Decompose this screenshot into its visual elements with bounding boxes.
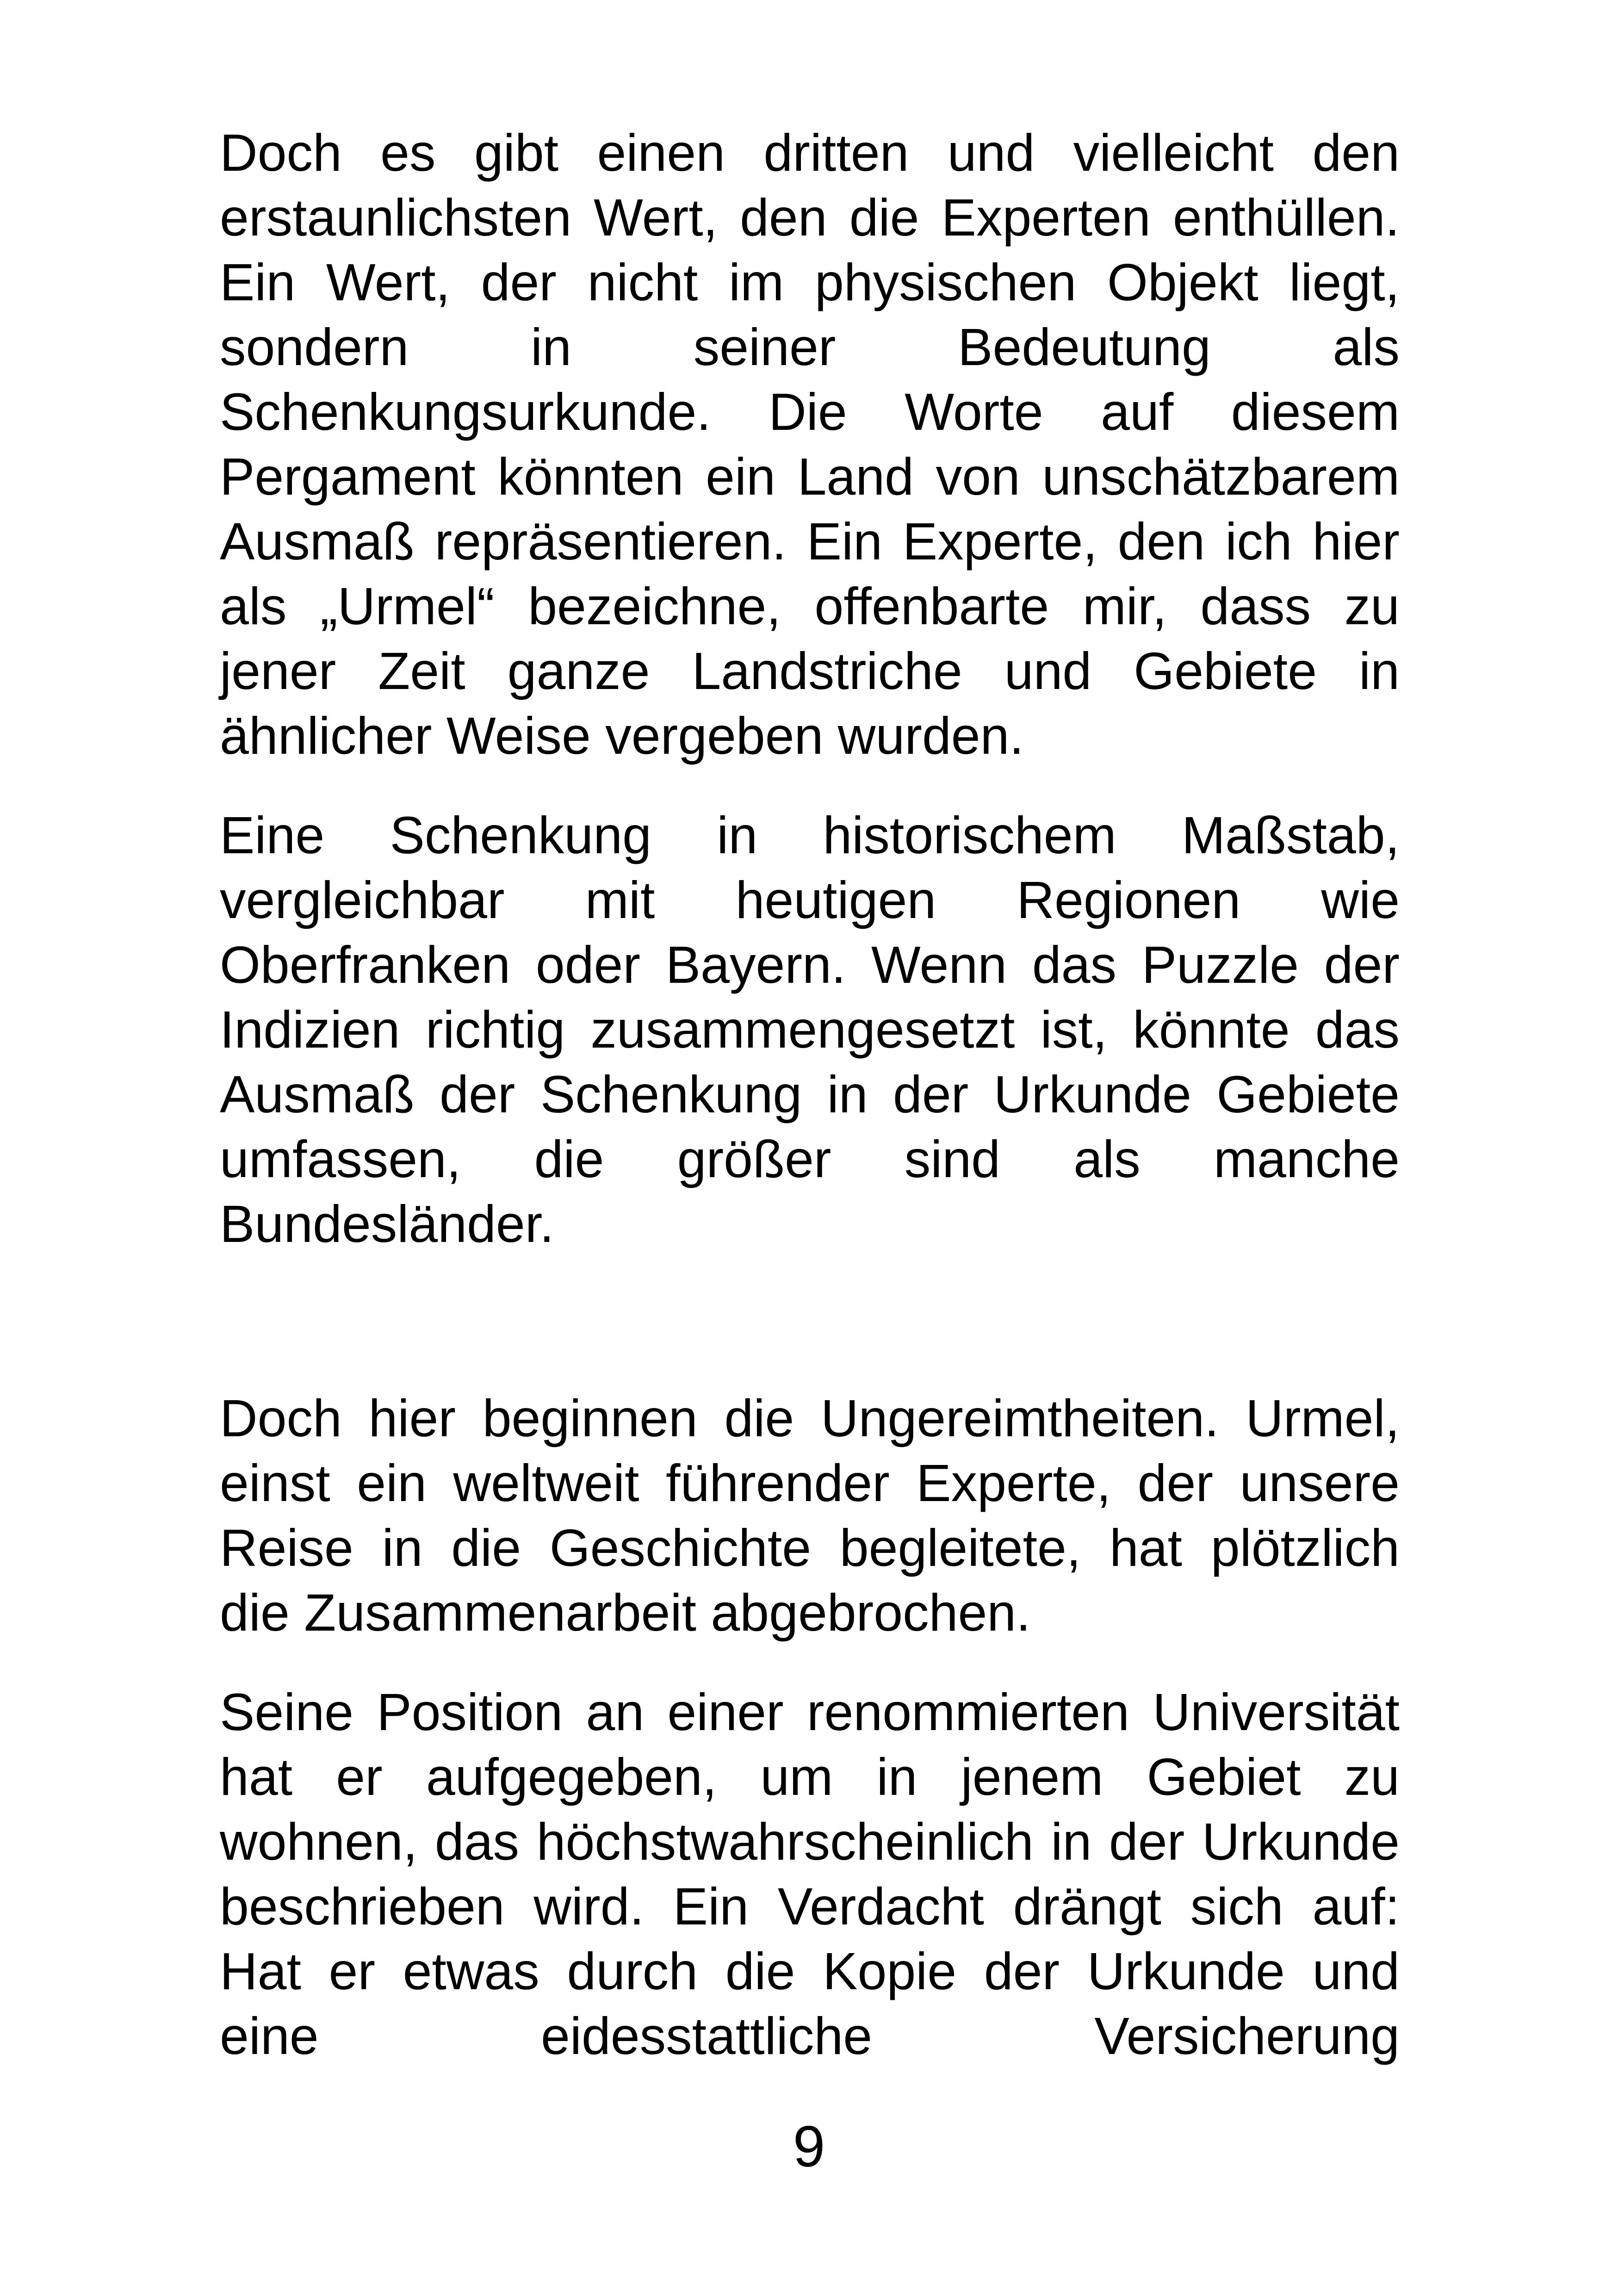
paragraph-3: Doch hier beginnen die Ungereimtheiten. Urmel, einst ein weltweit führender Experte, der unsere Reise in die Geschichte begleitete, hat plötzlich die Zusammenarbeit abgebrochen. bbox=[220, 1389, 1400, 1642]
paragraph-2: Eine Schenkung in historischem Maßstab, vergleichbar mit heutigen Regionen wie Oberfranken oder Bayern. Wenn das Puzzle der Indizien richtig zusammengesetzt ist, könnte das Ausmaß der Schenkung in der Urkunde Gebiete umfassen, die größer sind als manche Bundesländer. bbox=[220, 806, 1400, 1253]
page-number: 9 bbox=[793, 2115, 825, 2179]
paragraph-4: Seine Position an einer renommierten Universität hat er aufgegeben, um in jenem Gebiet zu wohnen, das höchstwahrscheinlich in der Urkunde beschrieben wird. Ein Verdacht drängt sich auf: Hat er etwas durch die Kopie der Urkunde und eine eidesstattliche Versicherung bbox=[220, 1683, 1400, 2065]
paragraph-1: Doch es gibt einen dritten und vielleicht den erstaunlichsten Wert, den die Experten enthüllen. Ein Wert, der nicht im physischen Objekt liegt, sondern in seiner Bedeutung als Schenkungsurkunde. Die Worte auf diesem Pergament könnten ein Land von unschätzbarem Ausmaß repräsentieren. Ein Experte, den ich hier als „Urmel“ bezeichne, offenbarte mir, dass zu jener Zeit ganze Landstriche und Gebiete in ähnlicher Weise vergeben wurden. bbox=[220, 124, 1400, 765]
